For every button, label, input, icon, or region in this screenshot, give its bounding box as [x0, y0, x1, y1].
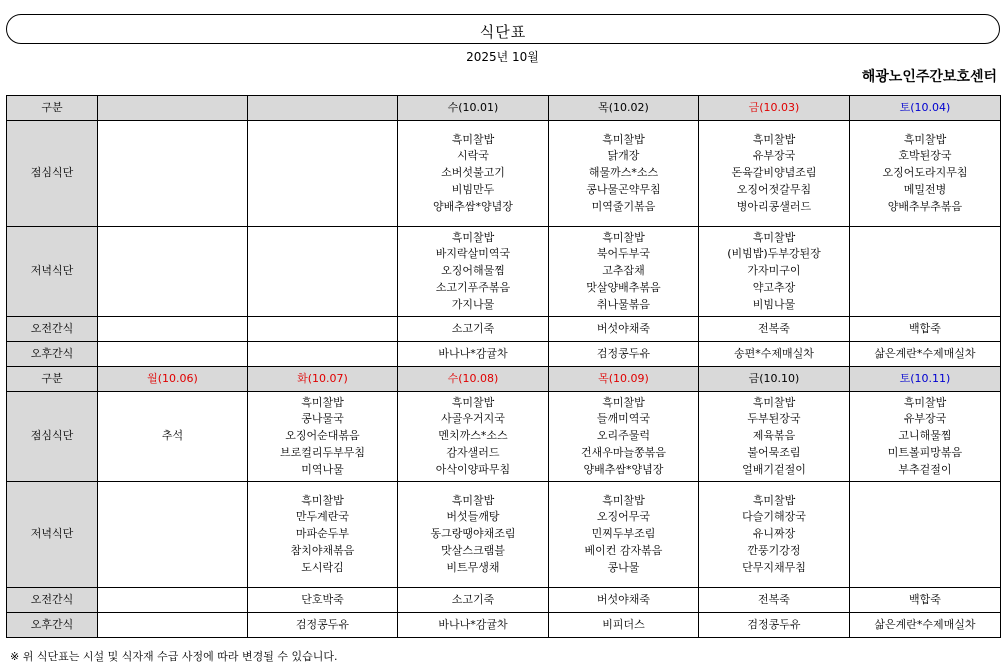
- menu-item: 흑미찰밥: [301, 395, 344, 409]
- menu-item: 오징어해물찜: [441, 264, 505, 278]
- menu-item: 미역줄기볶음: [591, 199, 656, 213]
- menu-item: 양배추부추볶음: [887, 199, 963, 213]
- am-snack-cell: 백합죽: [850, 317, 1001, 342]
- dinner-menu-cell: [248, 482, 398, 588]
- menu-item: 소버섯불고기: [441, 166, 505, 180]
- menu-item: 병아리콩샐러드: [736, 199, 812, 213]
- menu-item: 약고추장: [752, 280, 796, 294]
- menu-item: 감자샐러드: [446, 445, 500, 459]
- footnote: ※ 위 식단표는 시설 및 식자재 수급 사정에 따라 변경될 수 있습니다.: [10, 650, 338, 663]
- dinner-menu-cell: [398, 227, 549, 317]
- day-header: [98, 96, 248, 121]
- menu-item: 양배추쌈*양념장: [583, 462, 664, 476]
- week2-pm-snack-row: [7, 613, 1001, 638]
- am-snack-cell: 전복죽: [699, 588, 850, 613]
- pm-snack-cell: 삶은계란*수제매실차: [850, 342, 1001, 367]
- menu-item: 미트볼피망볶음: [887, 445, 963, 459]
- menu-item: 추석: [161, 429, 184, 443]
- pm-snack-cell: 검정콩두유: [549, 342, 699, 367]
- day-header: 화(10.07): [248, 367, 398, 392]
- menu-item: 마파순두부: [295, 527, 350, 541]
- lunch-menu-cell: [98, 121, 248, 227]
- menu-item: 오징어젓갈무침: [736, 182, 812, 196]
- lunch-menu-cell: [699, 392, 850, 482]
- dinner-menu-cell: [98, 227, 248, 317]
- dinner-menu-cell: [549, 482, 699, 588]
- menu-item: 흑미찰밥: [602, 132, 645, 146]
- page-title: 식단표: [479, 23, 527, 41]
- menu-item: 시락국: [457, 149, 489, 163]
- am-snack-cell: 단호박죽: [248, 588, 398, 613]
- menu-item: 들깨미역국: [596, 412, 651, 426]
- menu-item: 흑미찰밥: [903, 132, 947, 146]
- pm-snack-cell: 검정콩두유: [699, 613, 850, 638]
- menu-item: 만두계란국: [295, 510, 350, 524]
- menu-item: 오징어무국: [596, 510, 651, 524]
- row-label-pm-snack: 오후간식: [7, 613, 98, 638]
- menu-item: 불어묵조림: [747, 445, 801, 459]
- menu-item: 사골우거지국: [441, 412, 505, 426]
- menu-item: 흑미찰밥: [301, 493, 344, 507]
- menu-item: 동그랑땡야채조림: [430, 527, 516, 541]
- am-snack-cell: 전복죽: [699, 317, 850, 342]
- menu-item: 흑미찰밥: [602, 493, 645, 507]
- lunch-menu-cell: [699, 121, 850, 227]
- menu-item: 콩나물국: [301, 412, 344, 426]
- week1-am-snack-row: [7, 317, 1001, 342]
- day-header: 수(10.01): [398, 96, 549, 121]
- row-label-pm-snack: 오후간식: [7, 342, 98, 367]
- menu-item: 흑미찰밥: [602, 230, 645, 244]
- menu-item: 흑미찰밥: [903, 395, 947, 409]
- menu-item: 닭개장: [607, 149, 640, 163]
- pm-snack-cell: [98, 613, 248, 638]
- menu-item: 취나물볶음: [596, 297, 651, 311]
- lunch-menu-cell: [549, 121, 699, 227]
- menu-item: 참치야채볶음: [290, 543, 355, 557]
- week1-dinner-row: [7, 227, 1001, 317]
- menu-item: 흑미찰밥: [752, 395, 796, 409]
- menu-item: 콩나물: [607, 560, 640, 574]
- pm-snack-cell: 검정콩두유: [248, 613, 398, 638]
- menu-item: 비빔만두: [451, 182, 495, 196]
- menu-item: 부추겉절이: [898, 462, 952, 476]
- dinner-menu-cell: [699, 482, 850, 588]
- week1-head-row: [7, 96, 1001, 121]
- dinner-menu-cell: [699, 227, 850, 317]
- menu-item: 해물까스*소스: [588, 166, 659, 180]
- menu-item: 흑미찰밥: [451, 395, 495, 409]
- menu-item: 건새우마늘쫑볶음: [580, 445, 666, 459]
- day-header: 금(10.03): [699, 96, 850, 121]
- organization-name: 해광노인주간보호센터: [861, 69, 997, 85]
- am-snack-cell: 버섯야채죽: [549, 317, 699, 342]
- lunch-menu-cell: [398, 121, 549, 227]
- am-snack-cell: [98, 588, 248, 613]
- menu-item: 콩나물곤약무침: [586, 182, 661, 196]
- menu-item: 아삭이양파무침: [435, 462, 511, 476]
- menu-item: 가자미구이: [747, 264, 801, 278]
- menu-item: 브로컬리두부무침: [279, 445, 365, 459]
- row-label-head: 구분: [7, 96, 98, 121]
- menu-item: 오징어도라지무침: [882, 166, 968, 180]
- menu-item: 제육볶음: [752, 429, 796, 443]
- week2-dinner-row: [7, 482, 1001, 588]
- day-header: 월(10.06): [98, 367, 248, 392]
- lunch-menu-cell: [398, 392, 549, 482]
- am-snack-cell: [98, 317, 248, 342]
- day-header: 목(10.02): [549, 96, 699, 121]
- menu-item: 민찌두부조림: [591, 527, 656, 541]
- day-header: 수(10.08): [398, 367, 549, 392]
- menu-item: 베이컨 감자볶음: [584, 543, 663, 557]
- day-header: 토(10.11): [850, 367, 1001, 392]
- menu-item: 흑미찰밥: [451, 493, 495, 507]
- menu-item: 바지락살미역국: [435, 247, 511, 261]
- menu-item: 깐풍기강정: [747, 543, 801, 557]
- menu-item: 양배추쌈*양념장: [433, 199, 513, 213]
- week1-lunch-row: [7, 121, 1001, 227]
- lunch-menu-cell: [850, 392, 1001, 482]
- pm-snack-cell: 송편*수제매실차: [699, 342, 850, 367]
- am-snack-cell: 소고기죽: [398, 588, 549, 613]
- menu-item: 도시락김: [301, 560, 344, 574]
- pm-snack-cell: 바나나*감귤차: [398, 342, 549, 367]
- menu-item: 맛살스크램블: [441, 543, 505, 557]
- menu-item: 미역나물: [301, 462, 344, 476]
- am-snack-cell: [248, 317, 398, 342]
- dinner-menu-cell: [398, 482, 549, 588]
- menu-item: 흑미찰밥: [752, 132, 796, 146]
- am-snack-cell: 소고기죽: [398, 317, 549, 342]
- menu-item: 오징어순대볶음: [285, 429, 360, 443]
- menu-item: 비트무생채: [446, 560, 500, 574]
- menu-item: 고니해물찜: [898, 429, 952, 443]
- week2-lunch-row: [7, 392, 1001, 482]
- pm-snack-cell: [248, 342, 398, 367]
- month-subtitle: 2025년 10월: [466, 50, 539, 64]
- menu-item: (비빔밥)두부강된장: [727, 247, 821, 261]
- menu-item: 흑미찰밥: [752, 493, 796, 507]
- lunch-menu-cell: [248, 121, 398, 227]
- dinner-menu-cell: [98, 482, 248, 588]
- menu-item: 유부장국: [752, 149, 796, 163]
- menu-item: 고추잡채: [602, 264, 645, 278]
- menu-item: 다슬기해장국: [742, 510, 806, 524]
- day-header: 토(10.04): [850, 96, 1001, 121]
- lunch-menu-cell: [98, 392, 248, 482]
- menu-item: 유부장국: [903, 412, 947, 426]
- pm-snack-cell: 비피더스: [549, 613, 699, 638]
- day-header: 금(10.10): [699, 367, 850, 392]
- am-snack-cell: 백합죽: [850, 588, 1001, 613]
- row-label-am-snack: 오전간식: [7, 317, 98, 342]
- menu-item: 소고기푸주볶음: [435, 280, 511, 294]
- dinner-menu-cell: [850, 482, 1001, 588]
- pm-snack-cell: 삶은계란*수제매실차: [850, 613, 1001, 638]
- menu-item: 맛살양배추볶음: [586, 280, 661, 294]
- row-label-dinner: 저녁식단: [7, 227, 98, 317]
- menu-item: 비빔나물: [752, 297, 796, 311]
- menu-item: 흑미찰밥: [752, 230, 796, 244]
- week2-am-snack-row: [7, 588, 1001, 613]
- row-label-lunch: 점심식단: [7, 121, 98, 227]
- week2-head-row: [7, 367, 1001, 392]
- menu-item: 유니짜장: [752, 527, 796, 541]
- am-snack-cell: 버섯야채죽: [549, 588, 699, 613]
- menu-item: 버섯들깨탕: [446, 510, 500, 524]
- lunch-menu-cell: [850, 121, 1001, 227]
- row-label-dinner: 저녁식단: [7, 482, 98, 588]
- menu-item: 북어두부국: [596, 247, 651, 261]
- menu-item: 흑미찰밥: [451, 230, 495, 244]
- row-label-am-snack: 오전간식: [7, 588, 98, 613]
- menu-item: 메밀전병: [903, 182, 947, 196]
- menu-item: 돈육갈비양념조림: [731, 166, 817, 180]
- dinner-menu-cell: [549, 227, 699, 317]
- day-header: 목(10.09): [549, 367, 699, 392]
- menu-item: 가지나물: [451, 297, 495, 311]
- day-header: [248, 96, 398, 121]
- row-label-head: 구분: [7, 367, 98, 392]
- row-label-lunch: 점심식단: [7, 392, 98, 482]
- menu-item: 흑미찰밥: [602, 395, 645, 409]
- menu-item: 단무지채무침: [742, 560, 806, 574]
- title-banner: [6, 14, 1000, 44]
- menu-item: 오리주물럭: [596, 429, 651, 443]
- menu-item: 두부된장국: [747, 412, 801, 426]
- lunch-menu-cell: [248, 392, 398, 482]
- dinner-menu-cell: [248, 227, 398, 317]
- pm-snack-cell: 바나나*감귤차: [398, 613, 549, 638]
- dinner-menu-cell: [850, 227, 1001, 317]
- menu-item: 멘치까스*소스: [438, 429, 508, 443]
- menu-item: 얼배기겉절이: [742, 462, 806, 476]
- menu-item: 호박된장국: [898, 149, 952, 163]
- meal-menu-table: [6, 95, 1001, 638]
- week1-pm-snack-row: [7, 342, 1001, 367]
- menu-item: 흑미찰밥: [451, 132, 495, 146]
- lunch-menu-cell: [549, 392, 699, 482]
- pm-snack-cell: [98, 342, 248, 367]
